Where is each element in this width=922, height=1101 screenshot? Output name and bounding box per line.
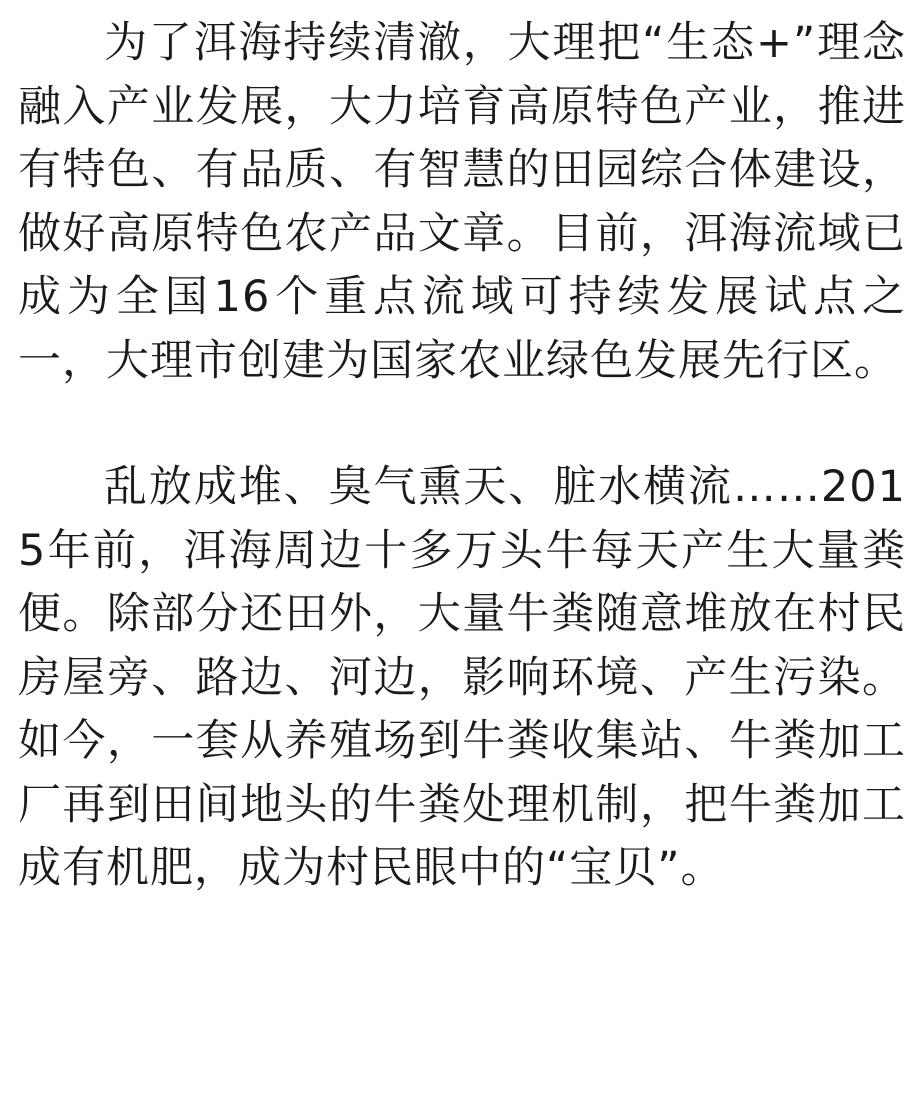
paragraph-cow-manure-treatment: 乱放成堆、臭气熏天、脏水横流……2015年前，洱海周边十多万头牛每天产生大量粪便。除部分还田外，大量牛粪随意堆放在村民房屋旁、路边、河边，影响环境、产生污染。如今，一套从养殖场到牛粪收集站、牛粪加工厂再到田间地头的牛粪处理机制，把牛粪加工成有机肥，成为村民眼中的“宝贝”。 (18, 462, 906, 893)
paragraph-erhai-green-development: 为了洱海持续清澈，大理把“生态+”理念融入产业发展，大力培育高原特色产业，推进有特色、有品质、有智慧的田园综合体建设，做好高原特色农产品文章。目前，洱海流域已成为全国16个重点流域可持续发展试点之一，大理市创建为国家农业绿色发展先行区。 (18, 18, 906, 386)
article-body (18, 0, 906, 901)
